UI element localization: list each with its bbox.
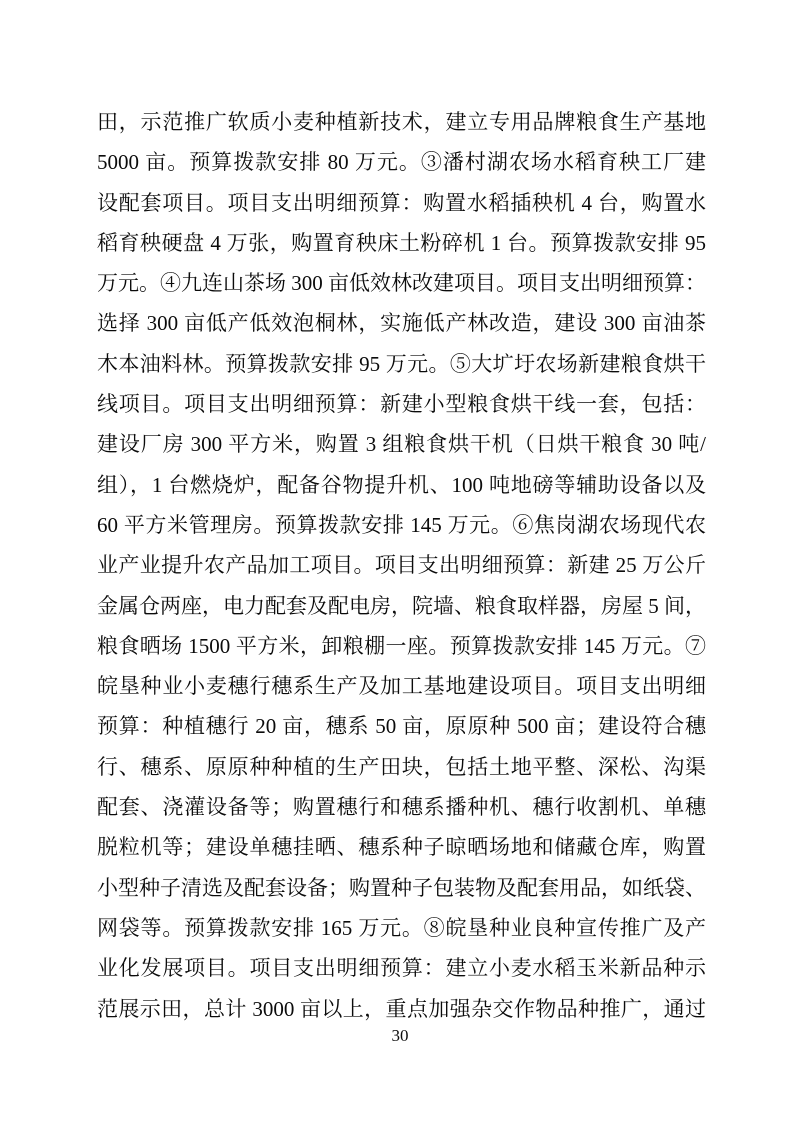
text-line: 小型种子清选及配套设备；购置种子包装物及配套用品，如纸袋、 (97, 875, 706, 900)
text-line: 配套、浇灌设备等；购置穗行和穗系播种机、穗行收割机、单穗 (97, 795, 706, 820)
text-line: 组），1 台燃烧炉，配备谷物提升机、100 吨地磅等辅助设备以及 (97, 472, 706, 497)
text-line: 业化发展项目。项目支出明细预算：建立小麦水稻玉米新品种示 (97, 956, 706, 981)
page-number: 30 (391, 1026, 409, 1045)
text-line: 设配套项目。项目支出明细预算：购置水稻插秧机 4 台，购置水 (97, 190, 706, 215)
text-line: 60 平方米管理房。预算拨款安排 145 万元。⑥焦岗湖农场现代农 (97, 512, 706, 537)
text-line: 稻育秧硬盘 4 万张，购置育秧床土粉碎机 1 台。预算拨款安排 95 (97, 230, 706, 255)
text-line: 皖垦种业小麦穗行穗系生产及加工基地建设项目。项目支出明细 (97, 674, 706, 699)
text-line: 脱粒机等；建设单穗挂晒、穗系种子晾晒场地和储藏仓库，购置 (97, 835, 706, 860)
text-line: 线项目。项目支出明细预算：新建小型粮食烘干线一套，包括： (97, 392, 706, 417)
text-line: 粮食晒场 1500 平方米，卸粮棚一座。预算拨款安排 145 万元。⑦ (97, 633, 706, 658)
body-text (97, 102, 706, 1029)
text-line: 业产业提升农产品加工项目。项目支出明细预算：新建 25 万公斤 (97, 553, 706, 578)
text-line: 建设厂房 300 平方米，购置 3 组粮食烘干机（日烘干粮食 30 吨/ (97, 432, 706, 457)
text-line: 网袋等。预算拨款安排 165 万元。⑧皖垦种业良种宣传推广及产 (97, 915, 706, 940)
text-line: 金属仓两座，电力配套及配电房，院墙、粮食取样器，房屋 5 间， (97, 593, 706, 618)
text-line: 范展示田，总计 3000 亩以上，重点加强杂交作物品种推广，通过 (97, 996, 706, 1021)
text-line: 木本油料林。预算拨款安排 95 万元。⑤大圹圩农场新建粮食烘干 (97, 351, 706, 376)
text-line: 田，示范推广软质小麦种植新技术，建立专用品牌粮食生产基地 (97, 110, 706, 134)
text-line: 万元。④九连山茶场 300 亩低效林改建项目。项目支出明细预算： (97, 271, 706, 296)
text-line: 行、穗系、原原种种植的生产田块，包括土地平整、深松、沟渠 (97, 754, 706, 779)
text-line: 5000 亩。预算拨款安排 80 万元。③潘村湖农场水稻育秧工厂建 (97, 150, 706, 175)
text-line: 预算：种植穗行 20 亩，穗系 50 亩，原原种 500 亩；建设符合穗 (97, 714, 706, 739)
text-line: 选择 300 亩低产低效泡桐林，实施低产林改造，建设 300 亩油茶 (97, 311, 706, 336)
